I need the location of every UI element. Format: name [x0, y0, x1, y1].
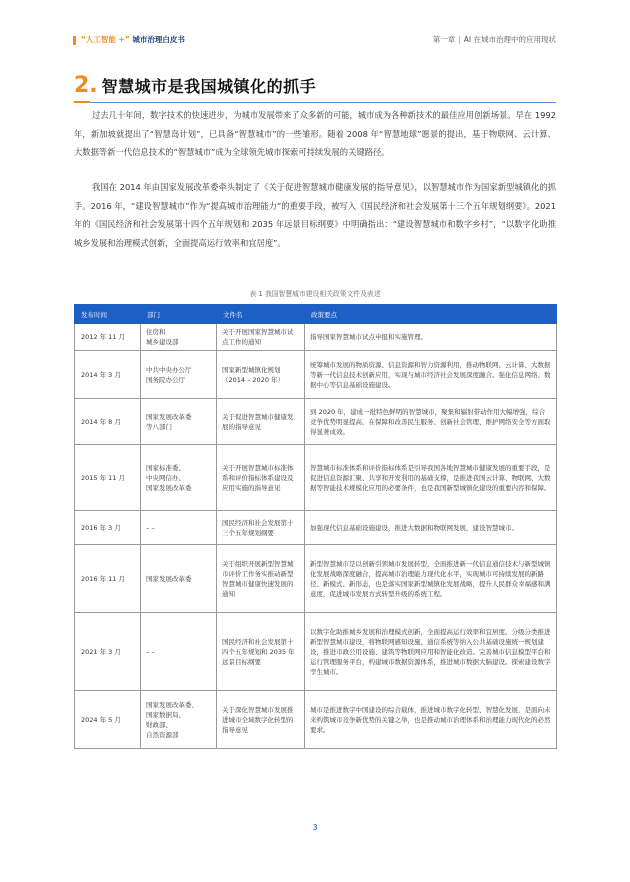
cell-document: 国民经济和社会发展第十三个五年规划纲要	[217, 511, 305, 545]
page-header	[0, 0, 630, 52]
section-title: 智慧城市是我国城镇化的抓手	[101, 76, 317, 96]
cell-key-points: 以数字化助推城乡发展和治理模式创新，全面提高运行效率和宜居度。分级分类推进新型智慧城市建设，将物联网感知设施、通信系统等纳入公共基础设施统一规划建设，推进市政公用设施、建筑等物联网应用和智能化改造。完善城市信息模型平台和运行管理服务平台，构建城市数据资源体系，推进城市数据大脑建设。探索建设数字孪生城市。	[305, 613, 557, 691]
header-date: 发布时间	[75, 305, 141, 324]
header-doc-title	[81, 34, 185, 45]
cell-document: 国民经济和社会发展第十四个五年规划和 2035 年远景目标纲要	[217, 613, 305, 691]
cell-key-points: 指导国家智慧城市试点申报和实施管理。	[305, 324, 557, 351]
cell-date: 2014 年 3 月	[75, 351, 141, 399]
table-header-row	[75, 305, 557, 324]
page-number: 3	[312, 823, 318, 832]
cell-date: 2016 年 3 月	[75, 511, 141, 545]
cell-department: 住房和 城乡建设部	[141, 324, 217, 351]
header-divider: |	[458, 35, 461, 44]
table-row	[75, 511, 557, 545]
policy-table	[74, 304, 557, 749]
cell-date: 2016 年 11 月	[75, 545, 141, 613]
cell-date: 2021 年 3 月	[75, 613, 141, 691]
section-heading	[74, 70, 316, 100]
cell-key-points: 新型智慧城市是以创新引领城市发展转型，全面推进新一代信息通信技术与新型城镇化发展战略深度融合，提高城市治理能力现代化水平，实现城市可持续发展的新路径、新模式、新形态，也是落实国家新型城镇化发展战略，提升人民群众幸福感和满意度，促进城市发展方式转型升级的系统工程。	[305, 545, 557, 613]
cell-date: 2015 年 11 月	[75, 445, 141, 511]
cell-document: 关于深化智慧城市发展推进城市全域数字化转型的指导意见	[217, 691, 305, 749]
cell-department: 国家发展改革委	[141, 545, 217, 613]
header-department: 部门	[141, 305, 217, 324]
table-caption: 表 1 我国智慧城市建设相关政策文件及表述	[249, 290, 381, 298]
cell-key-points: 到 2020 年，建成一批特色鲜明的智慧城市，聚集和辐射带动作用大幅增强，综合竞争优势明显提高，在保障和改善民生服务、创新社会管理、维护网络安全等方面取得显著成效。	[305, 399, 557, 445]
cell-department: 国家发展改革委、 国家数据局、 财政部、 自然资源部	[141, 691, 217, 749]
cell-key-points: 城市是推进数字中国建设的综合载体，推进城市数字化转型、智慧化发展，是面向未来构筑城市竞争新优势的关键之举，也是推动城市治理体系和治理能力现代化的必然要求。	[305, 691, 557, 749]
cell-document: 关于开展国家智慧城市试点工作的通知	[217, 324, 305, 351]
header-chapter-number: 第一章	[432, 35, 456, 44]
table-row	[75, 613, 557, 691]
table-row	[75, 351, 557, 399]
cell-department: 中共中央办公厅 国务院办公厅	[141, 351, 217, 399]
section-divider-accent	[74, 101, 90, 103]
header-doc-title-prefix: “人工智能 +”	[81, 35, 130, 44]
table-row	[75, 324, 557, 351]
table-row	[75, 399, 557, 445]
cell-department: 国家标准委、 中央网信办、 国家发展改革委	[141, 445, 217, 511]
cell-document: 关于促进智慧城市健康发展的指导意见	[217, 399, 305, 445]
cell-department: – –	[141, 511, 217, 545]
section-divider	[74, 102, 556, 103]
cell-department: – –	[141, 613, 217, 691]
cell-date: 2014 年 8 月	[75, 399, 141, 445]
section-number: 2.	[74, 72, 98, 98]
header-accent-bar	[73, 36, 76, 45]
cell-key-points: 智慧城市标准体系和评价指标体系是引导我国各地智慧城市健康发展的重要手段，是促进信息资源汇聚、共享和开发利用的基础支撑，是推进我国云计算、物联网、大数据等智能技术规模化应用的必要条件，也是我国新型城镇化建设的重要内容和保障。	[305, 445, 557, 511]
header-chapter	[433, 34, 556, 45]
table-row	[75, 545, 557, 613]
cell-date: 2024 年 5 月	[75, 691, 141, 749]
header-document: 文件名	[217, 305, 305, 324]
cell-key-points: 统筹城市发展的物质资源、信息资源和智力资源利用，推动物联网、云计算、大数据等新一代信息技术创新应用，实现与城市经济社会发展深度融合。强化信息网络、数据中心等信息基础设施建设。	[305, 351, 557, 399]
cell-date: 2012 年 11 月	[75, 324, 141, 351]
header-doc-title-suffix: 城市治理白皮书	[132, 35, 185, 44]
header-chapter-title: AI 在城市治理中的应用现状	[463, 35, 556, 44]
cell-document: 国家新型城镇化规划 （2014 – 2020 年）	[217, 351, 305, 399]
paragraph-1: 过去几十年间，数字技术的快速进步，为城市发展带来了众多新的可能，城市成为各种新技术的最佳应用创新场景。早在 1992 年，新加坡就提出了“智慧岛计划”，已具备“智慧城市”的一些雏形。随着 2008 年“智慧地球”愿景的提出，基于物联网、云计算、大数据等新一代信息技术的“智慧城市”成为全球领先城市探索可持续发展的关键路径。	[74, 110, 556, 157]
cell-document: 关于组织开展新型智慧城市评价工作务实推动新型智慧城市健康快速发展的通知	[217, 545, 305, 613]
table-row	[75, 445, 557, 511]
cell-document: 关于开展智慧城市标准体系和评价指标体系建设及应用实施的指导意见	[217, 445, 305, 511]
table-row	[75, 691, 557, 749]
cell-key-points: 加强现代信息基础设施建设，推进大数据和物联网发展，建设智慧城市。	[305, 511, 557, 545]
cell-department: 国家发展改革委 等八部门	[141, 399, 217, 445]
paragraph-2: 我国在 2014 年由国家发展改革委牵头制定了《关于促进智慧城市健康发展的指导意见》，以智慧城市作为国家新型城镇化的抓手。2016 年，“建设智慧城市”作为“提高城市治理能力”的重要手段，被写入《国民经济和社会发展第十三个五年规划纲要》。2021 年的《国民经济和社会发展第十四个五年规划和 2035 年远景目标纲要》中明确指出：“建设智慧城市和数字乡村”，“以数字化助推城乡发展和治理模式创新，全面提高运行效率和宜居度”。	[74, 182, 556, 248]
header-key-points: 政策要点	[305, 305, 557, 324]
